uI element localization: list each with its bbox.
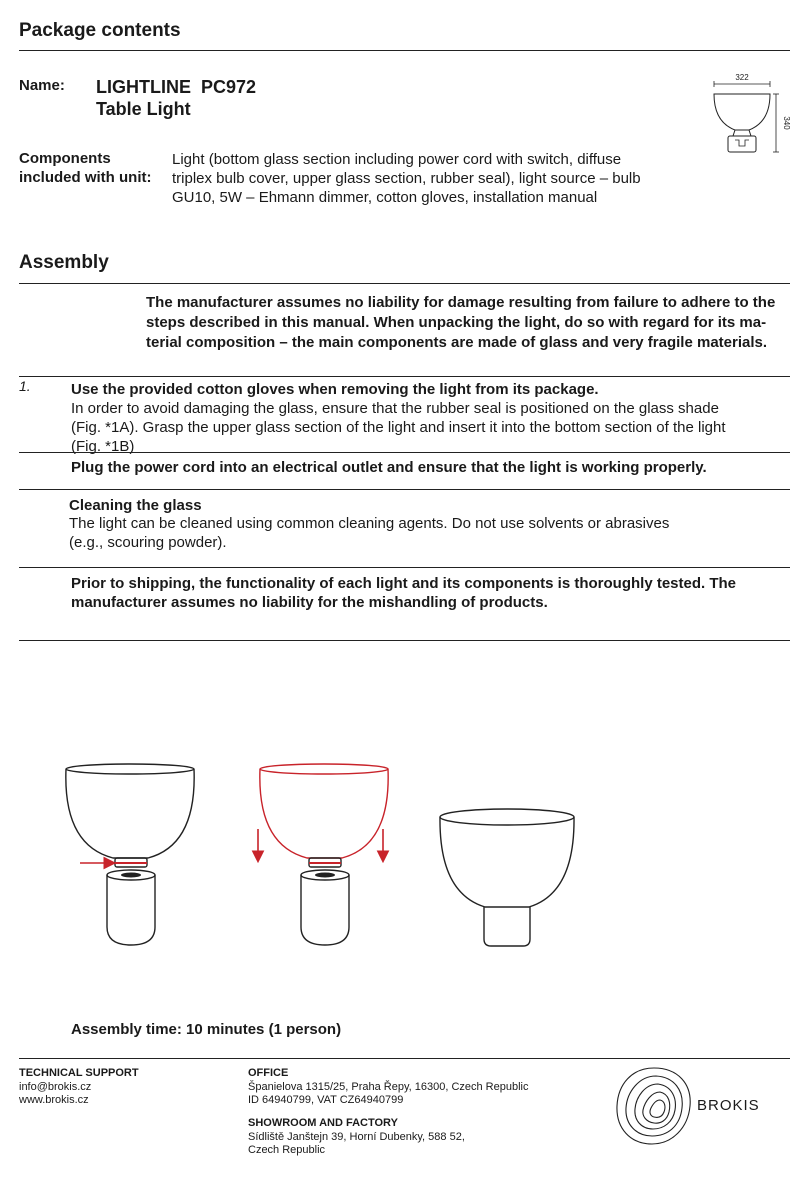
brand-name: BROKIS [697, 1097, 760, 1114]
step-number: 1. [19, 378, 31, 394]
divider [19, 640, 790, 641]
showroom-block [248, 1117, 465, 1158]
shipping-note [71, 574, 736, 612]
divider [19, 50, 790, 51]
showroom-title: SHOWROOM AND FACTORY [248, 1117, 398, 1129]
warning-line: terial composition – the main components are made of glass and very fragile materials. [146, 334, 768, 351]
office-address: Španielova 1315/25, Praha Řepy, 16300, Czech Republic [248, 1080, 529, 1093]
support-block [19, 1067, 139, 1108]
lamp-dimension-icon [700, 70, 800, 162]
dimension-height: 340 [782, 116, 791, 130]
shipping-line: manufacturer assumes no liability for the mishandling of products. [71, 594, 548, 611]
liability-warning [146, 293, 775, 353]
showroom-address: Sídliště Janštejn 39, Horní Dubenky, 588 52, [248, 1130, 465, 1143]
components-line: Light (bottom glass section including power cord with switch, diffuse [172, 151, 622, 168]
brokis-logo-icon [612, 1064, 696, 1148]
product-type: Table Light [96, 99, 191, 119]
support-email[interactable]: info@brokis.cz [19, 1080, 92, 1093]
lamp-parts-illustration [66, 764, 194, 945]
cleaning-line: (e.g., scouring powder). [69, 534, 227, 551]
product-name: LIGHTLINE PC972 [96, 77, 257, 97]
office-block [248, 1067, 528, 1108]
step1-line: (Fig. *1A). Grasp the upper glass section of the light and insert it into the bottom section of the light [71, 419, 726, 436]
assembly-time: Assembly time: 10 minutes (1 person) [71, 1021, 342, 1038]
support-website[interactable]: www.brokis.cz [19, 1094, 89, 1106]
step1-line: In order to avoid damaging the glass, ensure that the rubber seal is positioned on the glass shade [71, 400, 719, 417]
step1-title: Use the provided cotton gloves when removing the light from its package. [71, 381, 599, 398]
assembly-illustrations [55, 755, 755, 960]
divider [19, 489, 790, 490]
components-text [172, 150, 641, 207]
step2-text: Plug the power cord into an electrical outlet and ensure that the light is working properly. [71, 459, 707, 476]
components-label-line1: Components [19, 150, 111, 167]
step1-line: (Fig. *1B) [71, 438, 135, 455]
support-title: TECHNICAL SUPPORT [19, 1067, 139, 1079]
step1-text [71, 399, 726, 456]
assembly-heading: Assembly [19, 252, 109, 273]
warning-line: The manufacturer assumes no liability for damage resulting from failure to adhere to the [146, 294, 776, 311]
cleaning-text [69, 514, 669, 552]
cleaning-line: The light can be cleaned using common cleaning agents. Do not use solvents or abrasives [69, 515, 670, 532]
components-line: GU10, 5W – Ehmann dimmer, cotton gloves, installation manual [172, 189, 598, 206]
lamp-assembly-arrows-illustration [258, 764, 388, 945]
office-title: OFFICE [248, 1067, 289, 1079]
divider [19, 283, 790, 284]
office-ids: ID 64940799, VAT CZ64940799 [248, 1094, 404, 1106]
lamp-assembled-illustration [440, 809, 574, 946]
divider [19, 1058, 790, 1059]
divider [19, 567, 790, 568]
divider [19, 452, 790, 453]
dimension-width: 322 [735, 73, 749, 82]
package-heading: Package contents [19, 20, 181, 41]
cleaning-title: Cleaning the glass [69, 497, 202, 514]
name-label: Name: [19, 77, 65, 94]
divider [19, 376, 790, 377]
components-line: triplex bulb cover, upper glass section, rubber seal), light source – bulb [172, 170, 641, 187]
components-label-line2: included with unit: [19, 169, 152, 186]
warning-line: steps described in this manual. When unpacking the light, do so with regard for its ma- [146, 314, 767, 331]
shipping-line: Prior to shipping, the functionality of each light and its components is thoroughly tested. The [71, 575, 737, 592]
showroom-country: Czech Republic [248, 1144, 326, 1156]
